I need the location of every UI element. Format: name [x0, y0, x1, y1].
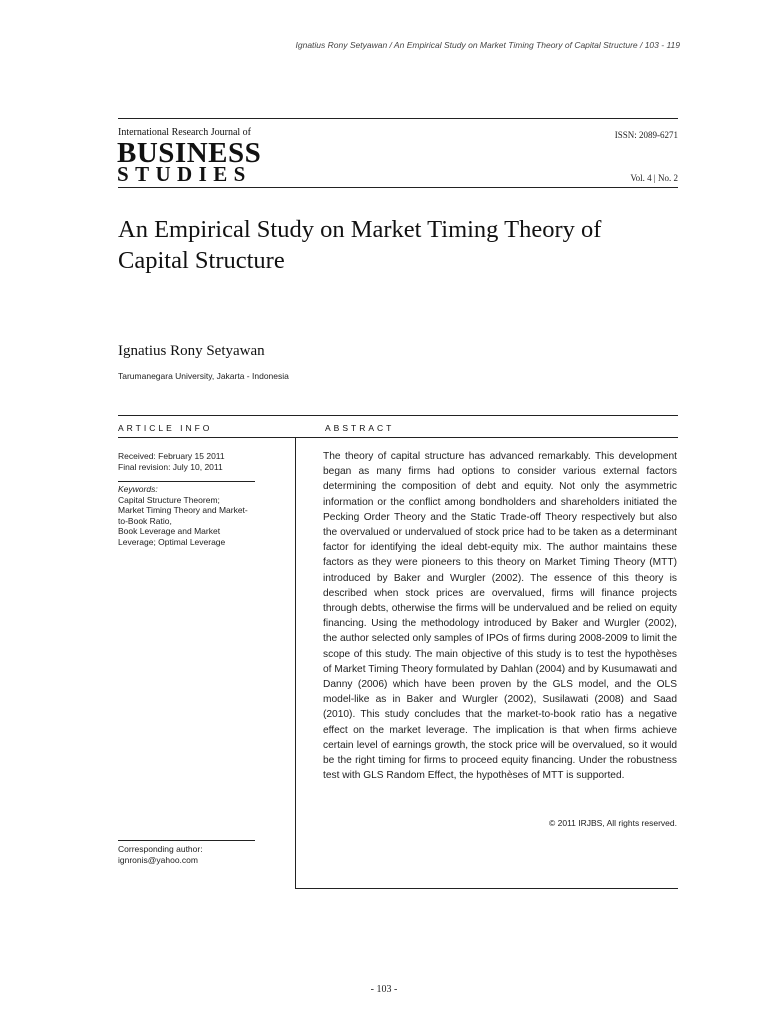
info-heading-rule — [118, 437, 678, 438]
corresponding-label: Corresponding author: — [118, 844, 203, 854]
received-date: Received: February 15 2011 — [118, 451, 225, 461]
abstract-heading: ABSTRACT — [325, 423, 395, 433]
journal-name-business: BUSINESS — [117, 137, 262, 169]
page-number: - 103 - — [370, 984, 398, 995]
author-name: Ignatius Rony Setyawan — [118, 343, 265, 359]
masthead-rule — [118, 187, 678, 188]
keyword-item: Leverage; Optimal Leverage — [118, 536, 226, 547]
info-top-rule — [118, 415, 678, 416]
article-title: An Empirical Study on Market Timing Theory of Capital Structure — [118, 216, 602, 274]
issn: ISSN: 2089-6271 — [614, 130, 678, 140]
history-rule — [118, 481, 255, 482]
abstract-bottom-rule — [295, 888, 678, 889]
column-divider — [295, 437, 296, 888]
article-history — [118, 451, 288, 472]
keyword-item: Capital Structure Theorem; — [118, 494, 220, 505]
corresponding-email[interactable]: ignronis@yahoo.com — [118, 854, 198, 865]
keyword-item: Book Leverage and Market — [118, 526, 221, 536]
volume-issue: Vol. 4 | No. 2 — [630, 173, 678, 183]
header-rule — [118, 118, 678, 119]
final-revision-date: Final revision: July 10, 2011 — [118, 461, 223, 472]
corresponding-block — [118, 844, 288, 865]
journal-intro: International Research Journal of — [118, 127, 252, 138]
article-info-heading: ARTICLE INFO — [118, 423, 213, 433]
journal-name-studies: STUDIES — [117, 162, 252, 186]
keywords-block — [118, 484, 288, 547]
keyword-item: Market Timing Theory and Market- — [118, 505, 248, 515]
abstract-text: The theory of capital structure has advanced remarkably. This development began as many firms had options to consider various external factors determining the composition of debt and equity. Not only the asymmetric information or the conflict among bondholders and shareholders initiated the Pecking Order Theory and the Static Trade-off Theory respectively but also the overvalued or undervalued of stock price had to be taken as a determinant factor for identifying the ideal debt-equity mix. The author maintains these factors as they were pioneers to this theory on Market Timing Theory (MTT) introduced by Baker and Wurgler (2002). The essence of this theory is described when stock prices are overvalued, firms will finance projects through debts, otherwise the firms will be undervalued and be relied on equity financing. Using the methodology introduced by Baker and Wurgler (2002), the author selected only samples of IPOs of firms during 2008-2009 to limit the scope of this study. The main objective of this study is to test the hypothèses of Market Timing Theory formulated by Dahlan (2004) and by Kusumawati and Danny (2006) which have been proven by the GLS model, and the OLS model-like as in Baker and Wurgler (2002), Susilawati (2008) and Saad (2010). This study concludes that the market-to-book ratio has a negative effect on the market leverage. The implication is that when firms achieve certain level of earnings growth, the stock price will be overvalued, so it would be the right timing for firms to proceed equity financing. Under the robustness test with GLS Random Effect, the hypothèses of MTT is supported. — [323, 451, 677, 782]
corresponding-rule — [118, 840, 255, 841]
keyword-item: to-Book Ratio, — [118, 515, 172, 526]
running-header: Ignatius Rony Setyawan / An Empirical Study on Market Timing Theory of Capital Structure / 103 - 119 — [295, 40, 680, 50]
keywords-label: Keywords: — [118, 484, 158, 494]
author-affiliation: Tarumanegara University, Jakarta - Indonesia — [118, 371, 289, 381]
copyright: © 2011 IRJBS, All rights reserved. — [549, 818, 677, 828]
